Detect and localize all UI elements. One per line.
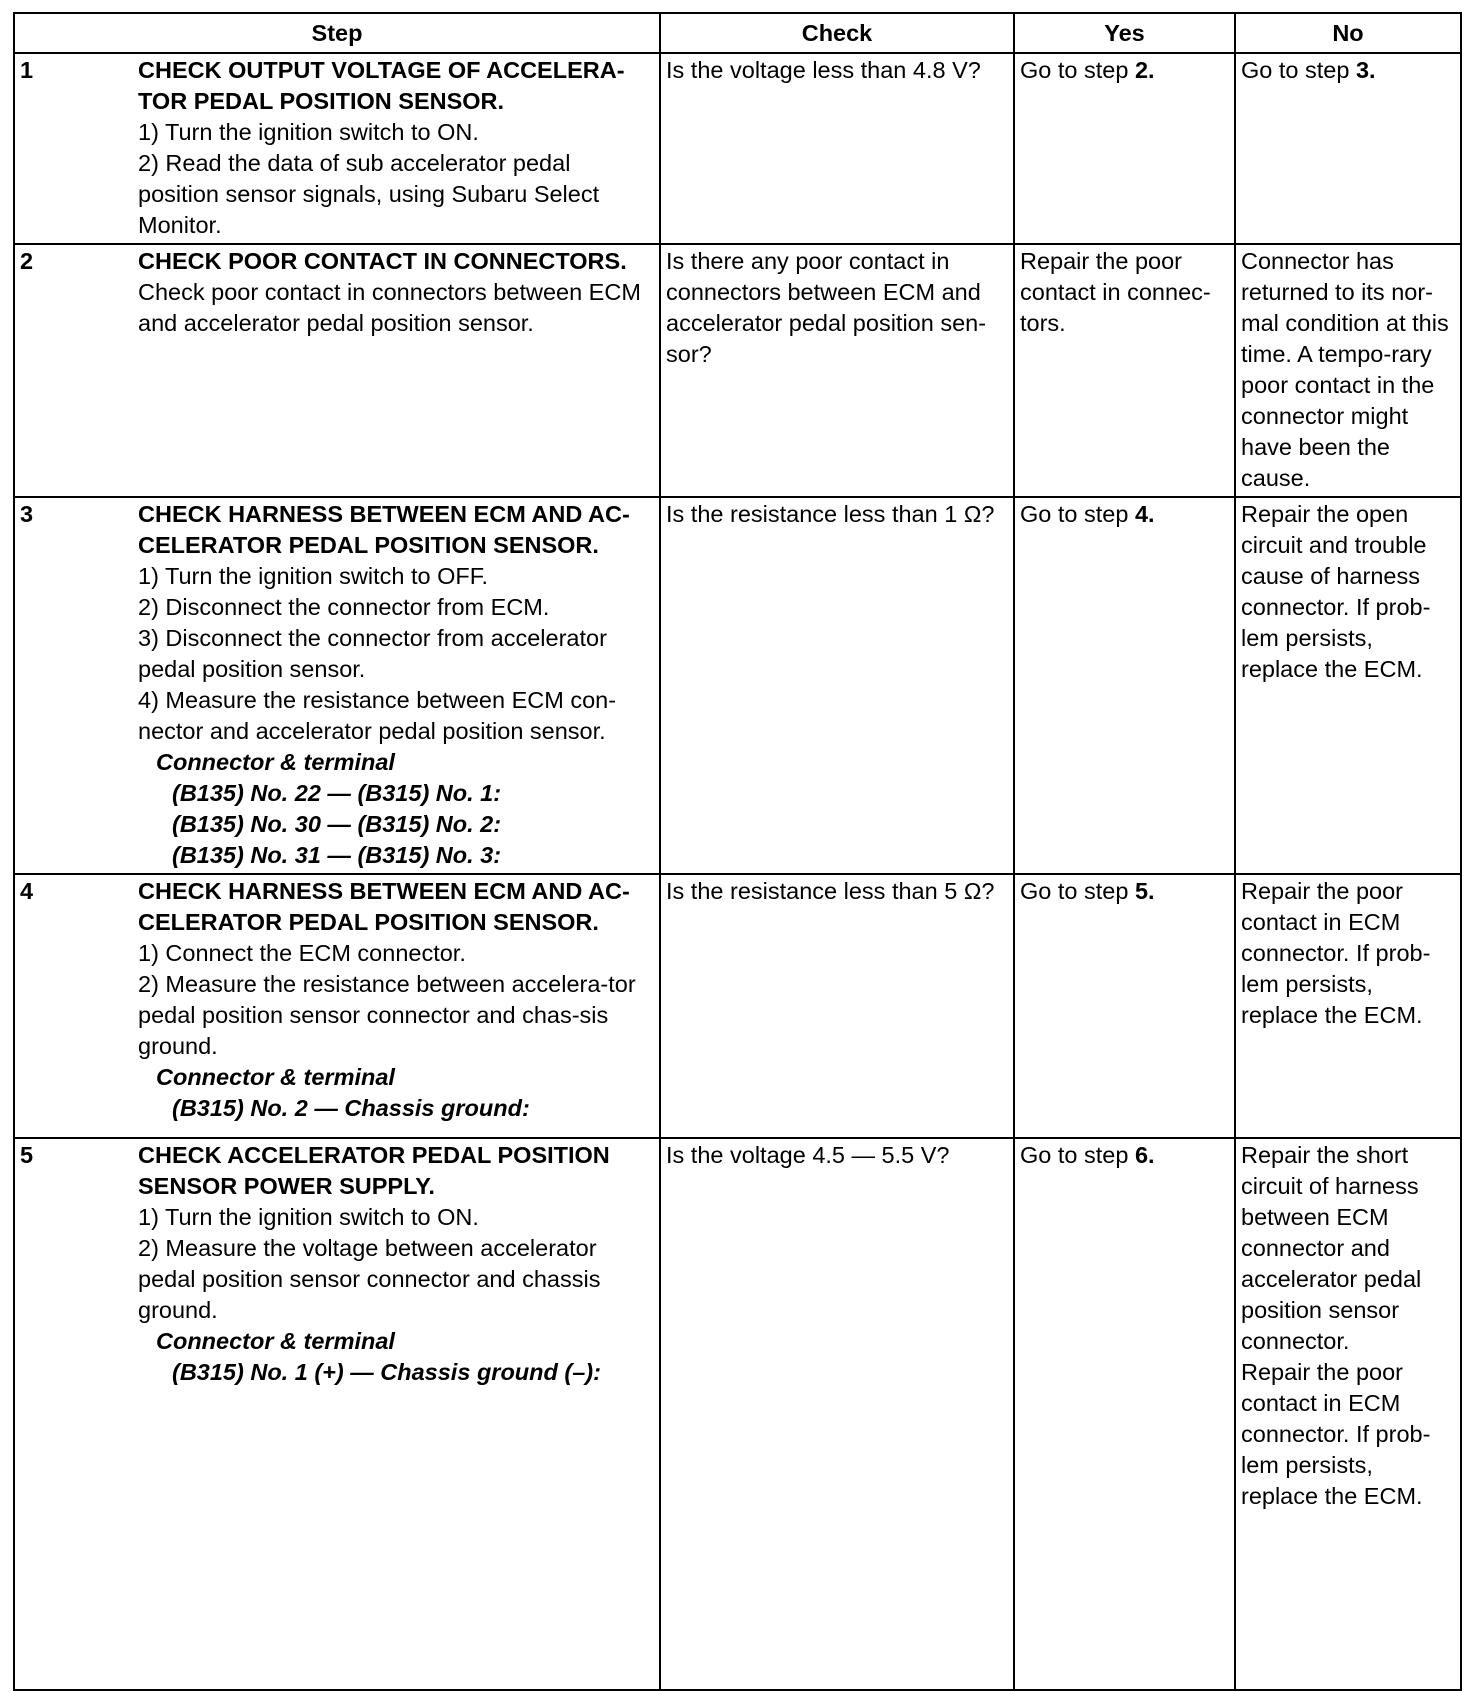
connector-terminal: (B135) No. 30 — (B315) No. 2:: [172, 811, 502, 837]
step-instruction: 2) Disconnect the connector from ECM.: [138, 594, 550, 620]
connector-terminal: (B315) No. 2 — Chassis ground:: [172, 1095, 530, 1121]
diagnostic-table: [13, 12, 1462, 1691]
yes-cell: [1014, 1138, 1235, 1690]
yes-step-number: 5.: [1134, 878, 1155, 904]
step-cell: [14, 53, 660, 244]
step-heading: CHECK HARNESS BETWEEN ECM AND AC-CELERATOR PEDAL POSITION SENSOR.: [138, 878, 630, 935]
step-cell: [14, 497, 660, 874]
step-instruction: 4) Measure the resistance between ECM con-nector and accelerator pedal position sensor.: [138, 687, 617, 744]
connector-terminal: (B135) No. 22 — (B315) No. 1:: [172, 780, 502, 806]
step-instruction: 1) Turn the ignition switch to ON.: [138, 119, 479, 145]
check-cell: Is the voltage 4.5 — 5.5 V?: [660, 1138, 1014, 1690]
no-text: Repair the poor contact in ECM connector. If prob-lem persists, replace the ECM.: [1241, 878, 1431, 1028]
step-cell: [14, 1138, 660, 1690]
step-number: 4: [20, 878, 34, 904]
step-instruction: 1) Turn the ignition switch to ON.: [138, 1204, 479, 1230]
connector-terminal-label: Connector & terminal: [156, 1064, 395, 1090]
step-heading: CHECK ACCELERATOR PEDAL POSITION SENSOR POWER SUPPLY.: [138, 1142, 610, 1199]
no-step-number: 3.: [1355, 57, 1376, 83]
no-text: Connector has returned to its nor-mal condition at this time. A tempo-rary poor contact in the connector might have been the cause.: [1241, 248, 1449, 491]
yes-prefix: Go to step: [1020, 1142, 1135, 1168]
no-cell: [1235, 53, 1461, 244]
connector-terminal: (B135) No. 31 — (B315) No. 3:: [172, 842, 502, 868]
no-cell: [1235, 1138, 1461, 1690]
step-instruction: 3) Disconnect the connector from accelerator pedal position sensor.: [138, 625, 607, 682]
step-heading: CHECK POOR CONTACT IN CONNECTORS.: [138, 248, 627, 274]
step-cell: [14, 244, 660, 497]
step-number: 5: [20, 1142, 34, 1168]
no-prefix: Go to step: [1241, 57, 1356, 83]
step-number: 2: [20, 248, 34, 274]
table-row: [14, 53, 1461, 244]
check-cell: Is the resistance less than 5 Ω?: [660, 874, 1014, 1138]
table-row: [14, 1138, 1461, 1690]
step-heading: CHECK HARNESS BETWEEN ECM AND AC-CELERATOR PEDAL POSITION SENSOR.: [138, 501, 630, 558]
check-cell: Is the resistance less than 1 Ω?: [660, 497, 1014, 874]
step-instruction: Check poor contact in connectors between ECM and accelerator pedal position sensor.: [138, 279, 641, 336]
yes-step-number: 4.: [1134, 501, 1155, 527]
step-instruction: 2) Measure the resistance between accelera-tor pedal position sensor connector and chas-sis ground.: [138, 971, 636, 1059]
step-instruction: 2) Measure the voltage between accelerator pedal position sensor connector and chassis ground.: [138, 1235, 601, 1323]
yes-prefix: Go to step: [1020, 501, 1135, 527]
yes-prefix: Go to step: [1020, 57, 1135, 83]
header-no: No: [1235, 13, 1461, 53]
yes-cell: [1014, 497, 1235, 874]
no-cell: [1235, 497, 1461, 874]
check-cell: Is there any poor contact in connectors between ECM and accelerator pedal position sen-sor?: [660, 244, 1014, 497]
connector-terminal-label: Connector & terminal: [156, 749, 395, 775]
table-row: [14, 497, 1461, 874]
no-cell: [1235, 874, 1461, 1138]
step-number: 3: [20, 501, 34, 527]
step-number: 1: [20, 57, 34, 83]
yes-prefix: Go to step: [1020, 878, 1135, 904]
step-instruction: 2) Read the data of sub accelerator pedal position sensor signals, using Subaru Select Monitor.: [138, 150, 600, 238]
step-instruction: 1) Connect the ECM connector.: [138, 940, 466, 966]
no-text: Repair the poor contact in ECM connector. If prob-lem persists, replace the ECM.: [1241, 1359, 1431, 1509]
header-yes: Yes: [1014, 13, 1235, 53]
yes-step-number: 2.: [1134, 57, 1155, 83]
yes-text: Repair the poor contact in connec-tors.: [1020, 248, 1211, 336]
check-cell: Is the voltage less than 4.8 V?: [660, 53, 1014, 244]
table-row: [14, 244, 1461, 497]
step-instruction: 1) Turn the ignition switch to OFF.: [138, 563, 489, 589]
no-text: Repair the short circuit of harness between ECM connector and accelerator pedal position sensor connector.: [1241, 1142, 1422, 1354]
step-cell: [14, 874, 660, 1138]
yes-cell: [1014, 244, 1235, 497]
connector-terminal: (B315) No. 1 (+) — Chassis ground (–):: [172, 1359, 601, 1385]
yes-cell: [1014, 874, 1235, 1138]
header-check: Check: [660, 13, 1014, 53]
yes-step-number: 6.: [1134, 1142, 1155, 1168]
no-text: Repair the open circuit and trouble cause of harness connector. If prob-lem persists, replace the ECM.: [1241, 501, 1431, 682]
table-row: [14, 874, 1461, 1138]
header-step: Step: [14, 13, 660, 53]
no-cell: [1235, 244, 1461, 497]
header-row: [14, 13, 1461, 53]
connector-terminal-label: Connector & terminal: [156, 1328, 395, 1354]
yes-cell: [1014, 53, 1235, 244]
step-heading: CHECK OUTPUT VOLTAGE OF ACCELERA-TOR PEDAL POSITION SENSOR.: [138, 57, 625, 114]
